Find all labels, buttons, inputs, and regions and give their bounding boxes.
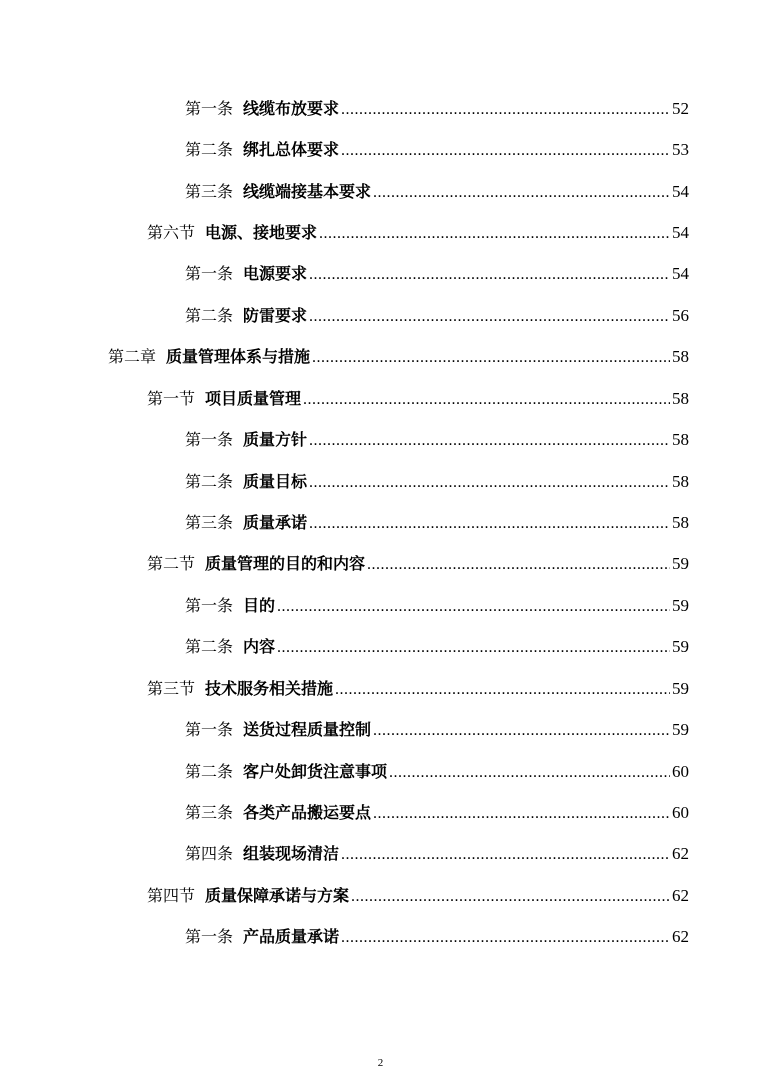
toc-entry[interactable] (185, 469, 689, 495)
toc-entry-title: 防雷要求 (243, 306, 308, 325)
toc-entry-number: 第二条 (185, 472, 234, 491)
toc-entry-page: 62 (672, 886, 689, 905)
toc-entry-page: 58 (672, 513, 689, 532)
toc-entry[interactable] (147, 386, 689, 412)
toc-entry-page: 62 (672, 927, 689, 946)
toc-entry-number: 第二节 (147, 554, 196, 573)
toc-entry-title: 产品质量承诺 (243, 927, 340, 946)
dot-leader (373, 801, 670, 827)
toc-entry-page: 59 (672, 637, 689, 656)
toc-entry-number: 第三节 (147, 679, 196, 698)
toc-entry-number: 第一条 (185, 927, 234, 946)
toc-entry[interactable] (185, 179, 689, 205)
toc-entry[interactable] (108, 344, 689, 370)
toc-entry-number: 第四条 (185, 844, 234, 863)
toc-entry-number: 第二条 (185, 762, 234, 781)
toc-entry[interactable] (147, 676, 689, 702)
toc-entry-title: 客户处卸货注意事项 (243, 762, 388, 781)
toc-entry-title: 目的 (243, 596, 276, 615)
toc-entry-page: 60 (672, 803, 689, 822)
toc-entry-title: 技术服务相关措施 (205, 679, 334, 698)
toc-entry-page: 59 (672, 679, 689, 698)
dot-leader (312, 345, 670, 371)
toc-entry-page: 54 (672, 182, 689, 201)
dot-leader (389, 760, 670, 786)
dot-leader (319, 221, 670, 247)
toc-entry[interactable] (185, 261, 689, 287)
toc-entry[interactable] (185, 303, 689, 329)
toc-entry-title: 质量目标 (243, 472, 308, 491)
toc-entry-title: 线缆端接基本要求 (243, 182, 372, 201)
dot-leader (309, 428, 670, 454)
dot-leader (309, 304, 670, 330)
toc-entry-title: 质量承诺 (243, 513, 308, 532)
dot-leader (341, 97, 670, 123)
toc-entry-title: 线缆布放要求 (243, 99, 340, 118)
toc-entry-title: 绑扎总体要求 (243, 140, 340, 159)
toc-entry-page: 52 (672, 99, 689, 118)
dot-leader (373, 718, 670, 744)
toc-entry-page: 59 (672, 720, 689, 739)
toc-entry-page: 60 (672, 762, 689, 781)
dot-leader (373, 180, 670, 206)
toc-entry-number: 第六节 (147, 223, 196, 242)
dot-leader (277, 594, 670, 620)
dot-leader (309, 470, 670, 496)
toc-entry[interactable] (185, 800, 689, 826)
toc-entry-title: 电源、接地要求 (205, 223, 318, 242)
toc-entry-page: 59 (672, 554, 689, 573)
dot-leader (341, 925, 670, 951)
toc-entry[interactable] (147, 220, 689, 246)
dot-leader (351, 884, 670, 910)
toc-entry[interactable] (185, 924, 689, 950)
toc-entry[interactable] (185, 717, 689, 743)
toc-entry-page: 56 (672, 306, 689, 325)
toc-entry-number: 第四节 (147, 886, 196, 905)
toc-entry-number: 第二章 (108, 347, 157, 366)
toc-entry-title: 内容 (243, 637, 276, 656)
toc-entry-number: 第二条 (185, 140, 234, 159)
toc-entry-number: 第一条 (185, 596, 234, 615)
dot-leader (309, 511, 670, 537)
toc-entry-title: 项目质量管理 (205, 389, 302, 408)
dot-leader (303, 387, 670, 413)
toc-entry[interactable] (185, 510, 689, 536)
toc-entry-page: 58 (672, 347, 689, 366)
page-number: 2 (377, 1057, 384, 1069)
toc-entry-number: 第一条 (185, 720, 234, 739)
toc-entry-page: 54 (672, 264, 689, 283)
toc-entry-page: 59 (672, 596, 689, 615)
toc-entry-title: 质量方针 (243, 430, 308, 449)
toc-entry[interactable] (185, 841, 689, 867)
toc-entry-page: 53 (672, 140, 689, 159)
toc-entry-number: 第一条 (185, 430, 234, 449)
dot-leader (335, 677, 670, 703)
toc-entry-page: 58 (672, 430, 689, 449)
toc-entry-page: 58 (672, 389, 689, 408)
toc-entry-number: 第一节 (147, 389, 196, 408)
toc-entry-page: 62 (672, 844, 689, 863)
dot-leader (367, 552, 670, 578)
toc-entry[interactable] (185, 593, 689, 619)
toc-entry[interactable] (147, 551, 689, 577)
toc-entry-number: 第三条 (185, 513, 234, 532)
toc-entry-number: 第三条 (185, 803, 234, 822)
toc-entry[interactable] (147, 883, 689, 909)
toc-entry-title: 各类产品搬运要点 (243, 803, 372, 822)
dot-leader (277, 635, 670, 661)
toc-entry-page: 54 (672, 223, 689, 242)
toc-entry-title: 质量管理体系与措施 (166, 347, 311, 366)
dot-leader (341, 138, 670, 164)
toc-entry-title: 质量保障承诺与方案 (205, 886, 350, 905)
toc-entry-title: 质量管理的目的和内容 (205, 554, 366, 573)
toc-entry-number: 第一条 (185, 264, 234, 283)
toc-entry[interactable] (185, 759, 689, 785)
dot-leader (341, 842, 670, 868)
toc-entry-number: 第一条 (185, 99, 234, 118)
toc-entry-number: 第二条 (185, 637, 234, 656)
toc-entry[interactable] (185, 137, 689, 163)
toc-entry-page: 58 (672, 472, 689, 491)
dot-leader (309, 262, 670, 288)
toc-entry-title: 送货过程质量控制 (243, 720, 372, 739)
toc-entry-title: 组装现场清洁 (243, 844, 340, 863)
toc-entry[interactable] (185, 96, 689, 122)
toc-entry-title: 电源要求 (243, 264, 308, 283)
toc-entry[interactable] (185, 427, 689, 453)
toc-entry-number: 第二条 (185, 306, 234, 325)
toc-entry[interactable] (185, 634, 689, 660)
toc-entry-number: 第三条 (185, 182, 234, 201)
